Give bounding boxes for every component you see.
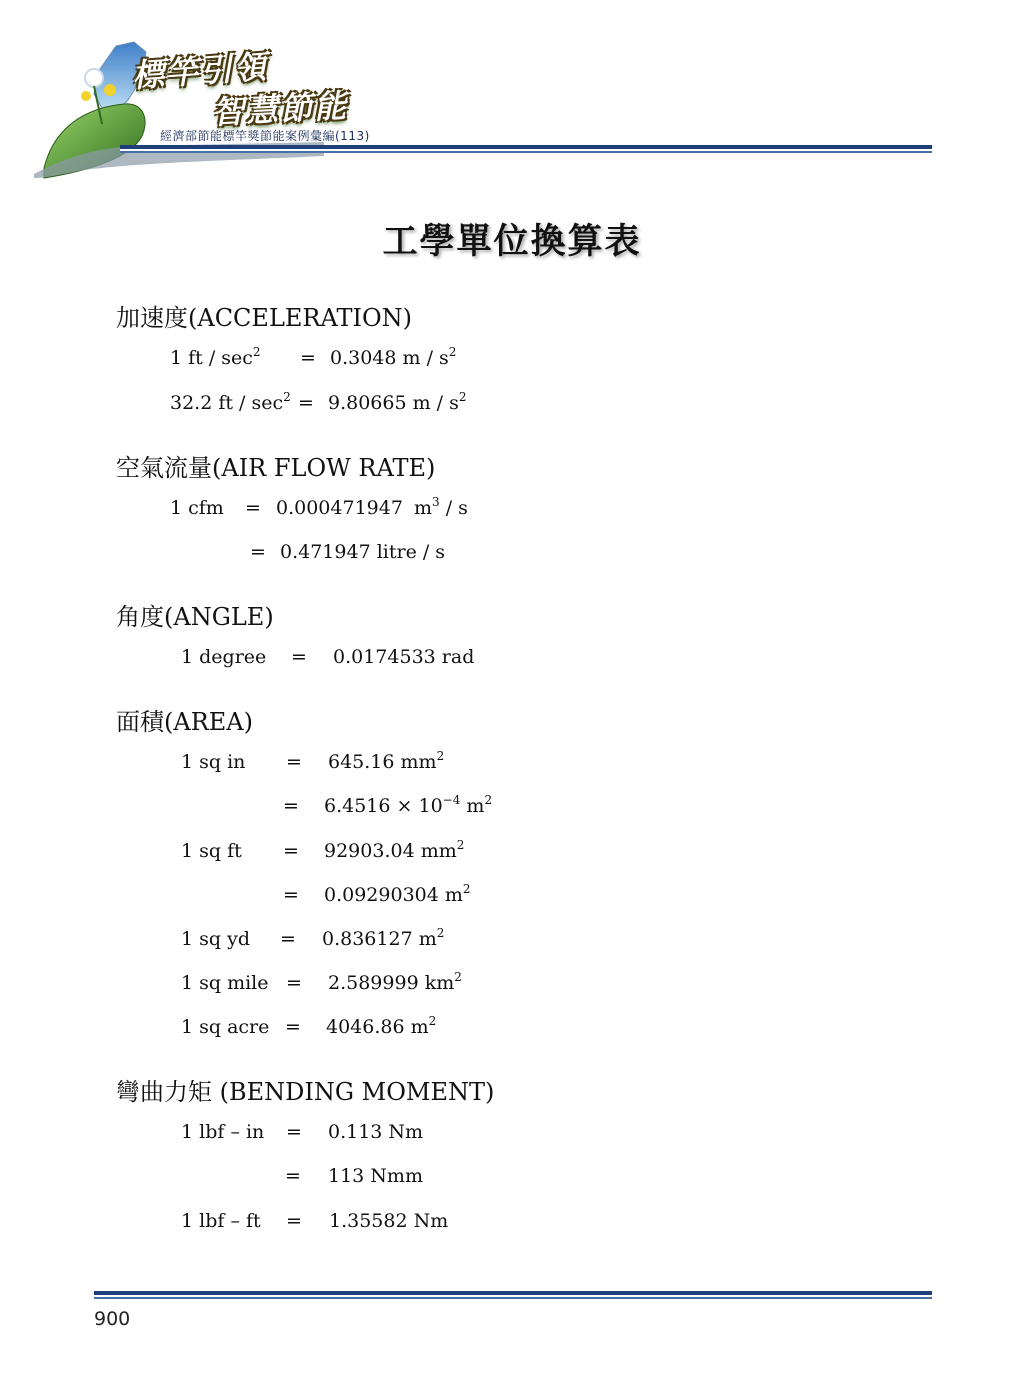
- logo-title-line1: 標竿引領: [130, 47, 270, 95]
- section-heading-area: 面積(AREA): [116, 708, 253, 736]
- section-heading-acceleration: 加速度(ACCELERATION): [116, 304, 413, 332]
- header-rule: [120, 145, 932, 153]
- page-title: 工學單位換算表: [382, 222, 642, 262]
- section-heading-angle: 角度(ANGLE): [116, 603, 274, 631]
- footer-rule: [94, 1291, 932, 1299]
- logo-title-line2: 智慧節能: [211, 86, 350, 132]
- section-heading-airflow: 空氣流量(AIR FLOW RATE): [116, 454, 436, 482]
- page-number: 900: [94, 1308, 131, 1330]
- header-subtitle: 經濟部節能標竿獎節能案例彙編(113): [160, 129, 370, 143]
- section-heading-bending-moment: 彎曲力矩 (BENDING MOMENT): [116, 1078, 495, 1106]
